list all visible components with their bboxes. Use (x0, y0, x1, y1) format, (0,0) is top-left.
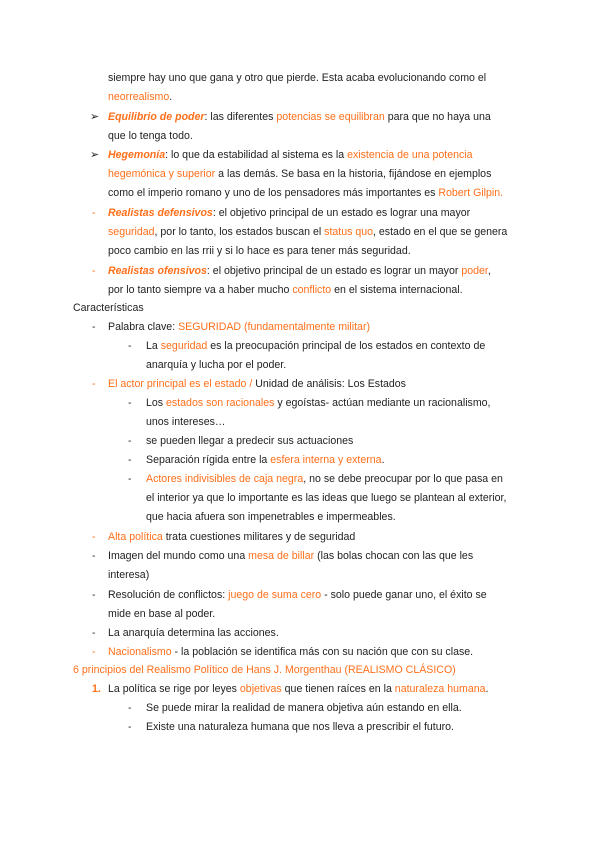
dash-bullet: - (128, 473, 132, 485)
dash-bullet: - (92, 265, 96, 277)
highlight: seguridad (108, 226, 155, 238)
text: , no se debe preocupar por lo que pasa en (303, 473, 503, 485)
highlight: neorrealismo (108, 91, 170, 103)
dash-bullet: - (92, 378, 96, 390)
text-line (108, 130, 193, 143)
section-heading (73, 664, 456, 677)
text: poco cambio en las rrii y si lo hace es para tener más seguridad. (108, 245, 411, 257)
dash-bullet: - (92, 627, 96, 639)
highlight: estados son racionales (166, 397, 275, 409)
text-line (108, 608, 215, 621)
dash-bullet: - (92, 531, 96, 543)
text: interesa) (108, 569, 150, 581)
text: La política se rige por leyes (108, 683, 240, 695)
text: a las demás. Se basa en la historia, fijándose en ejemplos (215, 168, 492, 180)
text-line (146, 397, 491, 410)
text: La anarquía determina las acciones. (108, 627, 279, 639)
text: , (487, 265, 491, 277)
text: Los (146, 397, 167, 409)
text: - la población se identifica más con su nación que con su clase. (171, 646, 474, 658)
text-line (108, 72, 486, 85)
term: Realistas defensivos (108, 207, 213, 219)
text-line (146, 416, 226, 429)
text: Se puede mirar la realidad de manera objetiva aún estando en ella. (146, 702, 462, 714)
text-line (146, 511, 396, 524)
highlight: juego de suma cero (228, 589, 322, 601)
dash-bullet: - (92, 207, 96, 219)
text-line (108, 378, 406, 391)
text-line (146, 340, 485, 353)
text: Unidad de análisis: Los Estados (255, 378, 406, 390)
text: Características (73, 302, 144, 314)
text: que lo tenga todo. (108, 130, 193, 142)
dash-bullet: - (128, 397, 132, 409)
dash-bullet: - (128, 435, 132, 447)
text-line (146, 359, 286, 372)
text: La (146, 340, 161, 352)
text: que tienen raíces en la (281, 683, 395, 695)
text-line (108, 683, 488, 696)
text-line (108, 321, 370, 334)
text-line (108, 245, 411, 258)
text: : lo que da estabilidad al sistema es la (165, 149, 348, 161)
list-number: 1. (92, 683, 101, 695)
text: que hacia afuera son impenetrables e impermeables. (146, 511, 396, 523)
highlight: El actor principal es el estado / (108, 378, 256, 390)
text: trata cuestiones militares y de seguridad (162, 531, 356, 543)
text: Resolución de conflictos: (108, 589, 229, 601)
dash-bullet: - (92, 321, 96, 333)
text: se pueden llegar a predecir sus actuaciones (146, 435, 354, 447)
highlight: esfera interna y externa (270, 454, 382, 466)
term: Equilibrio de poder (108, 111, 205, 123)
highlight: Alta política (108, 531, 163, 543)
highlight: Robert Gilpin. (438, 187, 504, 199)
text-line (146, 473, 503, 486)
text-line (108, 550, 473, 563)
highlight: Actores indivisibles de caja negra (146, 473, 304, 485)
term: Realistas ofensivos (108, 265, 207, 277)
dash-bullet: - (92, 646, 96, 658)
text: . (485, 683, 489, 695)
text-line (108, 207, 470, 220)
highlight: 6 principios del Realismo Político de Hans J. Morgenthau (REALISMO CLÁSICO) (73, 664, 456, 676)
text: en el sistema internacional. (331, 284, 463, 296)
text: Imagen del mundo como una (108, 550, 249, 562)
text-line (146, 435, 353, 448)
dash-bullet: - (128, 702, 132, 714)
text: : el objetivo principal de un estado es lograr una mayor (212, 207, 471, 219)
highlight: status quo (324, 226, 374, 238)
text-line (108, 149, 473, 162)
text: Existe una naturaleza humana que nos lleva a prescribir el futuro. (146, 721, 454, 733)
highlight: naturaleza humana (394, 683, 486, 695)
text-line (108, 627, 279, 640)
text-line (108, 569, 149, 582)
highlight: existencia de una potencia (347, 149, 473, 161)
text-line (108, 111, 491, 124)
text-line (146, 454, 385, 467)
highlight: conflicto (292, 284, 332, 296)
dash-bullet: - (128, 721, 132, 733)
text: anarquía y lucha por el poder. (146, 359, 287, 371)
text: Palabra clave: (108, 321, 179, 333)
text: : el objetivo principal de un estado es lograr un mayor (206, 265, 462, 277)
text: mide en base al poder. (108, 608, 216, 620)
text: como el imperio romano y uno de los pensadores más importantes es (108, 187, 439, 199)
dash-bullet: - (128, 454, 132, 466)
text: siempre hay uno que gana y otro que pierde. Esta acaba evolucionando como el (108, 72, 487, 84)
dash-bullet: - (92, 589, 96, 601)
dash-bullet: - (92, 550, 96, 562)
text-line (108, 531, 355, 544)
text-line (146, 721, 454, 734)
text: : las diferentes (204, 111, 277, 123)
text-line (146, 492, 506, 505)
text: es la preocupación principal de los estados en contexto de (207, 340, 486, 352)
highlight: potencias se equilibran (276, 111, 385, 123)
dash-bullet: - (128, 340, 132, 352)
highlight: Nacionalismo (108, 646, 172, 658)
term: Hegemonía (108, 149, 166, 161)
highlight: SEGURIDAD (fundamentalmente militar) (178, 321, 371, 333)
text-line (108, 646, 473, 659)
text-line (108, 265, 491, 278)
text-line (108, 168, 491, 181)
text-line (108, 187, 503, 200)
highlight: objetivas (239, 683, 282, 695)
text: unos intereses… (146, 416, 226, 428)
text: por lo tanto siempre va a haber mucho (108, 284, 293, 296)
highlight: seguridad (160, 340, 208, 352)
text-line (146, 702, 462, 715)
text: Separación rígida entre la (146, 454, 271, 466)
text: (las bolas chocan con las que les (314, 550, 474, 562)
arrow-bullet-icon: ➢ (90, 111, 100, 123)
text-line (108, 226, 507, 239)
text: , estado en el que se genera (373, 226, 508, 238)
text: . (381, 454, 385, 466)
highlight: poder (461, 265, 488, 277)
text: - solo puede ganar uno, el éxito se (321, 589, 487, 601)
text: el interior ya que lo importante es las ideas que luego se plantean al exterior, (146, 492, 507, 504)
text-line (108, 284, 463, 297)
text: . (169, 91, 173, 103)
text-line (108, 589, 487, 602)
text: , por lo tanto, los estados buscan el (154, 226, 325, 238)
highlight: hegemónica y superior (108, 168, 216, 180)
text: para que no haya una (384, 111, 491, 123)
text: y egoístas- actúan mediante un racionalismo, (274, 397, 491, 409)
arrow-bullet-icon: ➢ (90, 149, 100, 161)
section-heading (73, 302, 144, 315)
text-line (108, 91, 172, 104)
highlight: mesa de billar (248, 550, 315, 562)
